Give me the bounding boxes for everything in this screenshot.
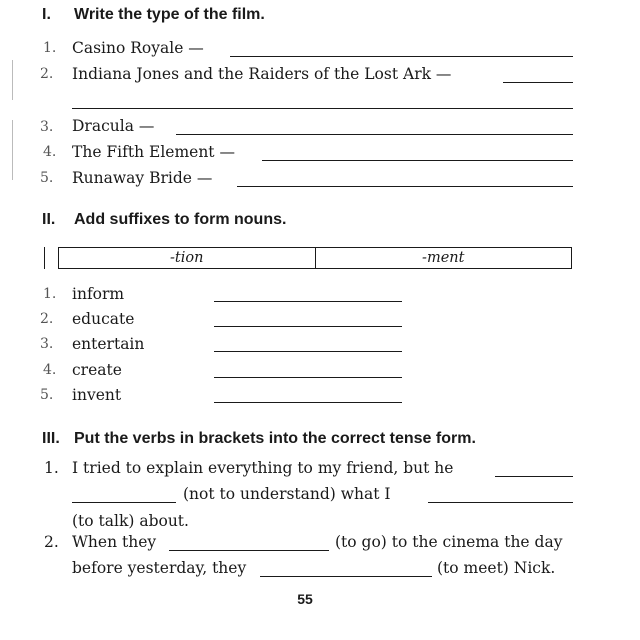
item-number: 5. xyxy=(40,387,54,403)
suffix-column-ment: -ment xyxy=(315,248,572,268)
film-item-3: Dracula — xyxy=(72,117,155,135)
word-item-1: inform xyxy=(72,285,125,303)
answer-blank[interactable] xyxy=(176,134,573,135)
item-number: 5. xyxy=(40,170,54,186)
section-3-title: Put the verbs in brackets into the correct tense form. xyxy=(74,430,476,447)
word-item-4: create xyxy=(72,361,122,379)
answer-blank[interactable] xyxy=(72,502,176,503)
page-number: 55 xyxy=(297,591,313,607)
answer-blank[interactable] xyxy=(214,326,402,327)
item-number: 1. xyxy=(43,40,57,56)
answer-blank[interactable] xyxy=(237,186,573,187)
item-number: 4. xyxy=(43,362,57,378)
item-number: 3. xyxy=(40,119,54,135)
film-item-2: Indiana Jones and the Raiders of the Lost Ark — xyxy=(72,65,452,83)
margin-mark xyxy=(12,60,13,100)
answer-blank[interactable] xyxy=(214,402,402,403)
answer-blank[interactable] xyxy=(72,108,573,109)
item-number: 1. xyxy=(44,459,59,477)
item-number: 3. xyxy=(40,336,54,352)
film-item-4: The Fifth Element — xyxy=(72,143,235,161)
sentence-1-line-3: (to talk) about. xyxy=(72,512,189,530)
word-item-2: educate xyxy=(72,310,135,328)
margin-mark xyxy=(12,120,13,180)
section-2-title: Add suffixes to form nouns. xyxy=(74,211,287,228)
answer-blank[interactable] xyxy=(503,82,573,83)
answer-blank[interactable] xyxy=(169,550,329,551)
answer-blank[interactable] xyxy=(260,576,432,577)
answer-blank[interactable] xyxy=(214,301,402,302)
answer-blank[interactable] xyxy=(262,160,573,161)
item-number: 2. xyxy=(40,311,54,327)
sentence-2-part-4: (to meet) Nick. xyxy=(437,559,556,577)
answer-blank[interactable] xyxy=(495,476,573,477)
sentence-1-line-1: I tried to explain everything to my friend, but he xyxy=(72,459,454,477)
answer-blank[interactable] xyxy=(230,56,573,57)
word-item-3: entertain xyxy=(72,335,145,353)
section-1-number: I. xyxy=(42,6,51,23)
sentence-2-part-1: When they xyxy=(72,533,157,551)
section-3-number: III. xyxy=(42,430,60,447)
item-number: 4. xyxy=(43,144,57,160)
film-item-5: Runaway Bride — xyxy=(72,169,213,187)
answer-blank[interactable] xyxy=(214,377,402,378)
section-1-title: Write the type of the film. xyxy=(74,6,265,23)
sentence-2-part-2: (to go) to the cinema the day xyxy=(335,533,563,551)
answer-blank[interactable] xyxy=(214,351,402,352)
item-number: 1. xyxy=(43,286,57,302)
answer-blank[interactable] xyxy=(428,502,573,503)
item-number: 2. xyxy=(44,533,59,551)
suffix-table xyxy=(58,247,572,269)
sentence-1-line-2: (not to understand) what I xyxy=(183,485,391,503)
film-item-1: Casino Royale — xyxy=(72,39,204,57)
section-2-number: II. xyxy=(42,211,56,228)
sentence-2-part-3: before yesterday, they xyxy=(72,559,247,577)
table-left-edge xyxy=(44,247,45,269)
suffix-column-tion: -tion xyxy=(170,250,204,266)
word-item-5: invent xyxy=(72,386,122,404)
item-number: 2. xyxy=(40,66,54,82)
